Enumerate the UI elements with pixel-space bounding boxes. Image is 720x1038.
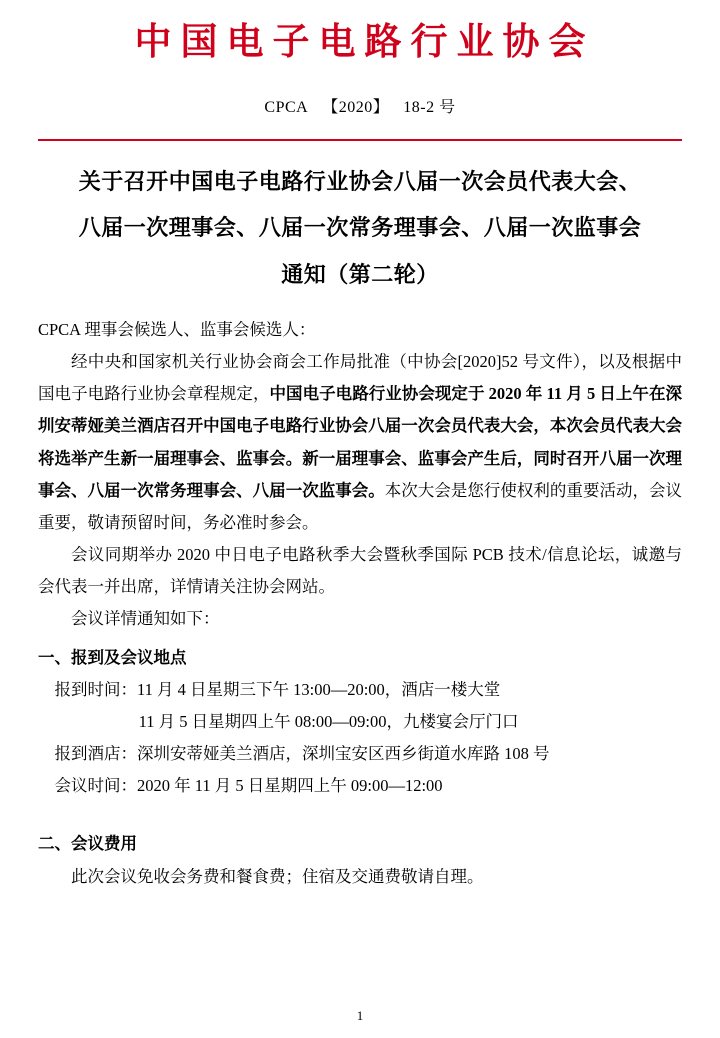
run-details-lead: 会议详情通知如下： bbox=[71, 609, 220, 629]
paragraph-details-lead bbox=[38, 603, 682, 635]
header-divider-rule bbox=[38, 139, 682, 141]
registration-time-line-1: 报到时间：11 月 4 日星期三下午 13:00—20:00，酒店一楼大堂 bbox=[54, 679, 501, 699]
registration-hotel-line: 报到酒店：深圳安蒂娅美兰酒店，深圳宝安区西乡街道水库路 108 号 bbox=[54, 744, 550, 764]
document-body bbox=[38, 314, 682, 893]
run-approval-bold: 中国电子电路行业协会现定于 2020 年 11 月 5 日上午在深圳安蒂娅美兰酒店召开中国电子电路行业协会八届一次会员代表大会，本次会员代表大会将选举产生新一届理事会、监事会。新一届理事会、监事会产生后，同时召开八届一次理事会、八届一次常务理事会、八届一次监事会。 bbox=[38, 384, 683, 500]
section-heading-fees: 二、会议费用 bbox=[38, 834, 137, 854]
run-approval-normal-2: 本次大会是您行使权利的重要活动，会议重要，敬请预留时间，务必准时参会。 bbox=[38, 480, 683, 532]
document-title-line-1: 关于召开中国电子电路行业协会八届一次会员代表大会、 bbox=[78, 169, 642, 195]
section-heading-registration: 一、报到及会议地点 bbox=[38, 647, 187, 667]
paragraph-approval bbox=[38, 346, 682, 539]
salutation: CPCA 理事会候选人、监事会候选人： bbox=[38, 319, 316, 339]
page-number: 1 bbox=[356, 1008, 364, 1023]
document-title-line-3: 通知（第二轮） bbox=[281, 261, 439, 287]
organization-masthead: 中国电子电路行业协会 bbox=[134, 22, 595, 63]
document-title-line-2: 八届一次理事会、八届一次常务理事会、八届一次监事会 bbox=[78, 215, 642, 241]
document-title bbox=[38, 159, 682, 298]
section-gap bbox=[38, 802, 682, 822]
document-number-prefix: CPCA bbox=[264, 99, 309, 117]
fees-line: 此次会议免收会务费和餐食费；住宿及交通费敬请自理。 bbox=[71, 866, 484, 886]
document-number-year: 【2020】 bbox=[322, 99, 390, 117]
paragraph-forum bbox=[38, 539, 682, 603]
run-forum: 会议同期举办 2020 中日电子电路秋季大会暨秋季国际 PCB 技术/信息论坛，诚邀与会代表一并出席，详情请关注协会网站。 bbox=[38, 545, 682, 597]
meeting-time-line: 会议时间：2020 年 11 月 5 日星期四上午 09:00—12:00 bbox=[54, 776, 443, 796]
document-number-serial: 18-2 号 bbox=[403, 99, 456, 117]
document-number bbox=[38, 94, 682, 117]
registration-time-line-2: 11 月 5 日星期四上午 08:00—09:00，九楼宴会厅门口 bbox=[138, 711, 519, 731]
run-approval-normal-1: 经中央和国家机关行业协会商会工作局批准（中协会[2020]52 号文件），以及根据中国电子电路行业协会章程规定， bbox=[38, 351, 682, 404]
